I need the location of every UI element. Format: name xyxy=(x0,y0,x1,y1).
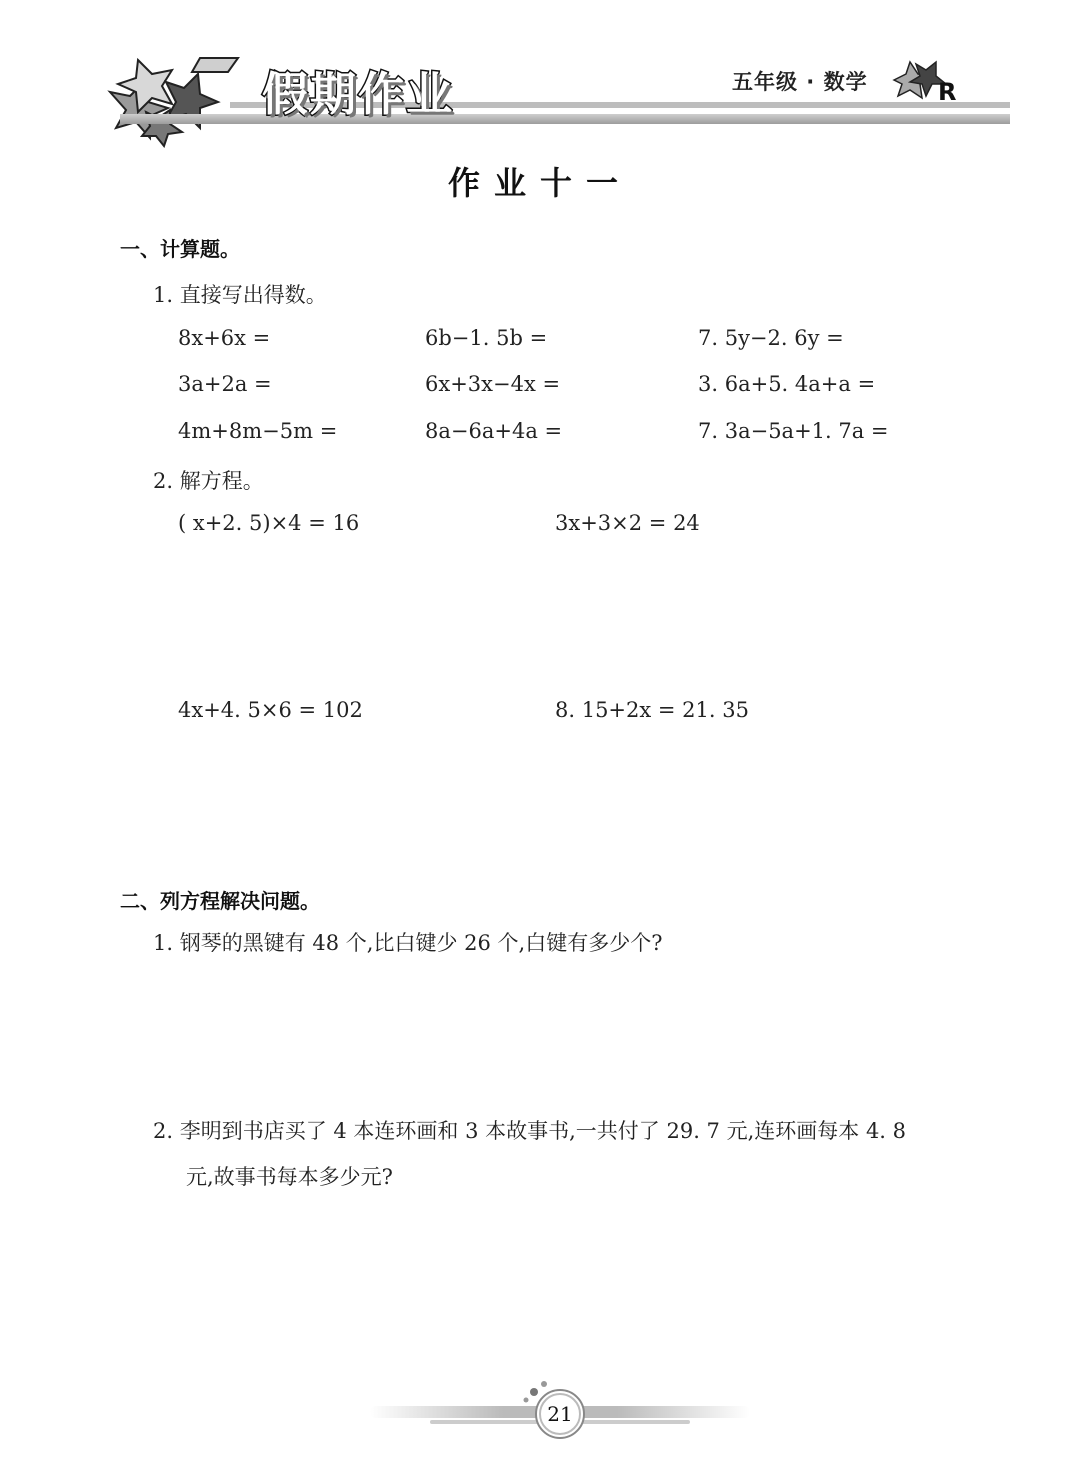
section-heading-calculation: 一、计算题。 xyxy=(120,237,240,261)
expression-item: 3a+2a = xyxy=(178,372,272,396)
page-number: 21 xyxy=(547,1402,573,1426)
equation-item: 8. 15+2x = 21. 35 xyxy=(555,698,749,722)
expression-item: 7. 3a−5a+1. 7a = xyxy=(698,419,889,443)
page-title: 作业十一 xyxy=(447,164,632,202)
expression-item: 6x+3x−4x = xyxy=(425,372,561,396)
expression-item: 8a−6a+4a = xyxy=(425,419,563,443)
word-problem-2-continued: 元,故事书每本多少元? xyxy=(186,1165,393,1189)
word-problem-1: 1. 钢琴的黑键有 48 个,比白键少 26 个,白键有多少个? xyxy=(153,931,663,955)
expression-item: 6b−1. 5b = xyxy=(425,326,548,350)
word-problem-2: 2. 李明到书店买了 4 本连环画和 3 本故事书,一共付了 29. 7 元,连环画每本 4. 8 xyxy=(153,1119,907,1143)
edition-mark-letter: R xyxy=(938,78,957,104)
equation-item: 4x+4. 5×6 = 102 xyxy=(178,698,363,722)
equation-item: ( x+2. 5)×4 = 16 xyxy=(178,511,360,535)
page-footer xyxy=(370,1378,750,1448)
page-header xyxy=(0,0,1080,150)
banner-title: 假期作业 xyxy=(262,67,454,121)
grade-subject-label: 五年级 · 数学 xyxy=(732,70,868,94)
expression-item: 3. 6a+5. 4a+a = xyxy=(698,372,876,396)
part-label-solve-equations: 2. 解方程。 xyxy=(153,469,264,493)
stars-decoration-icon xyxy=(100,52,240,148)
header-rule-bar xyxy=(120,114,1010,124)
part-label-direct-answers: 1. 直接写出得数。 xyxy=(153,283,327,307)
expression-item: 4m+8m−5m = xyxy=(178,419,338,443)
expression-item: 8x+6x = xyxy=(178,326,271,350)
edition-mark-icon xyxy=(888,54,972,104)
expression-item: 7. 5y−2. 6y = xyxy=(698,326,844,350)
equation-item: 3x+3×2 = 24 xyxy=(555,511,700,535)
section-heading-word-problems: 二、列方程解决问题。 xyxy=(120,889,320,913)
